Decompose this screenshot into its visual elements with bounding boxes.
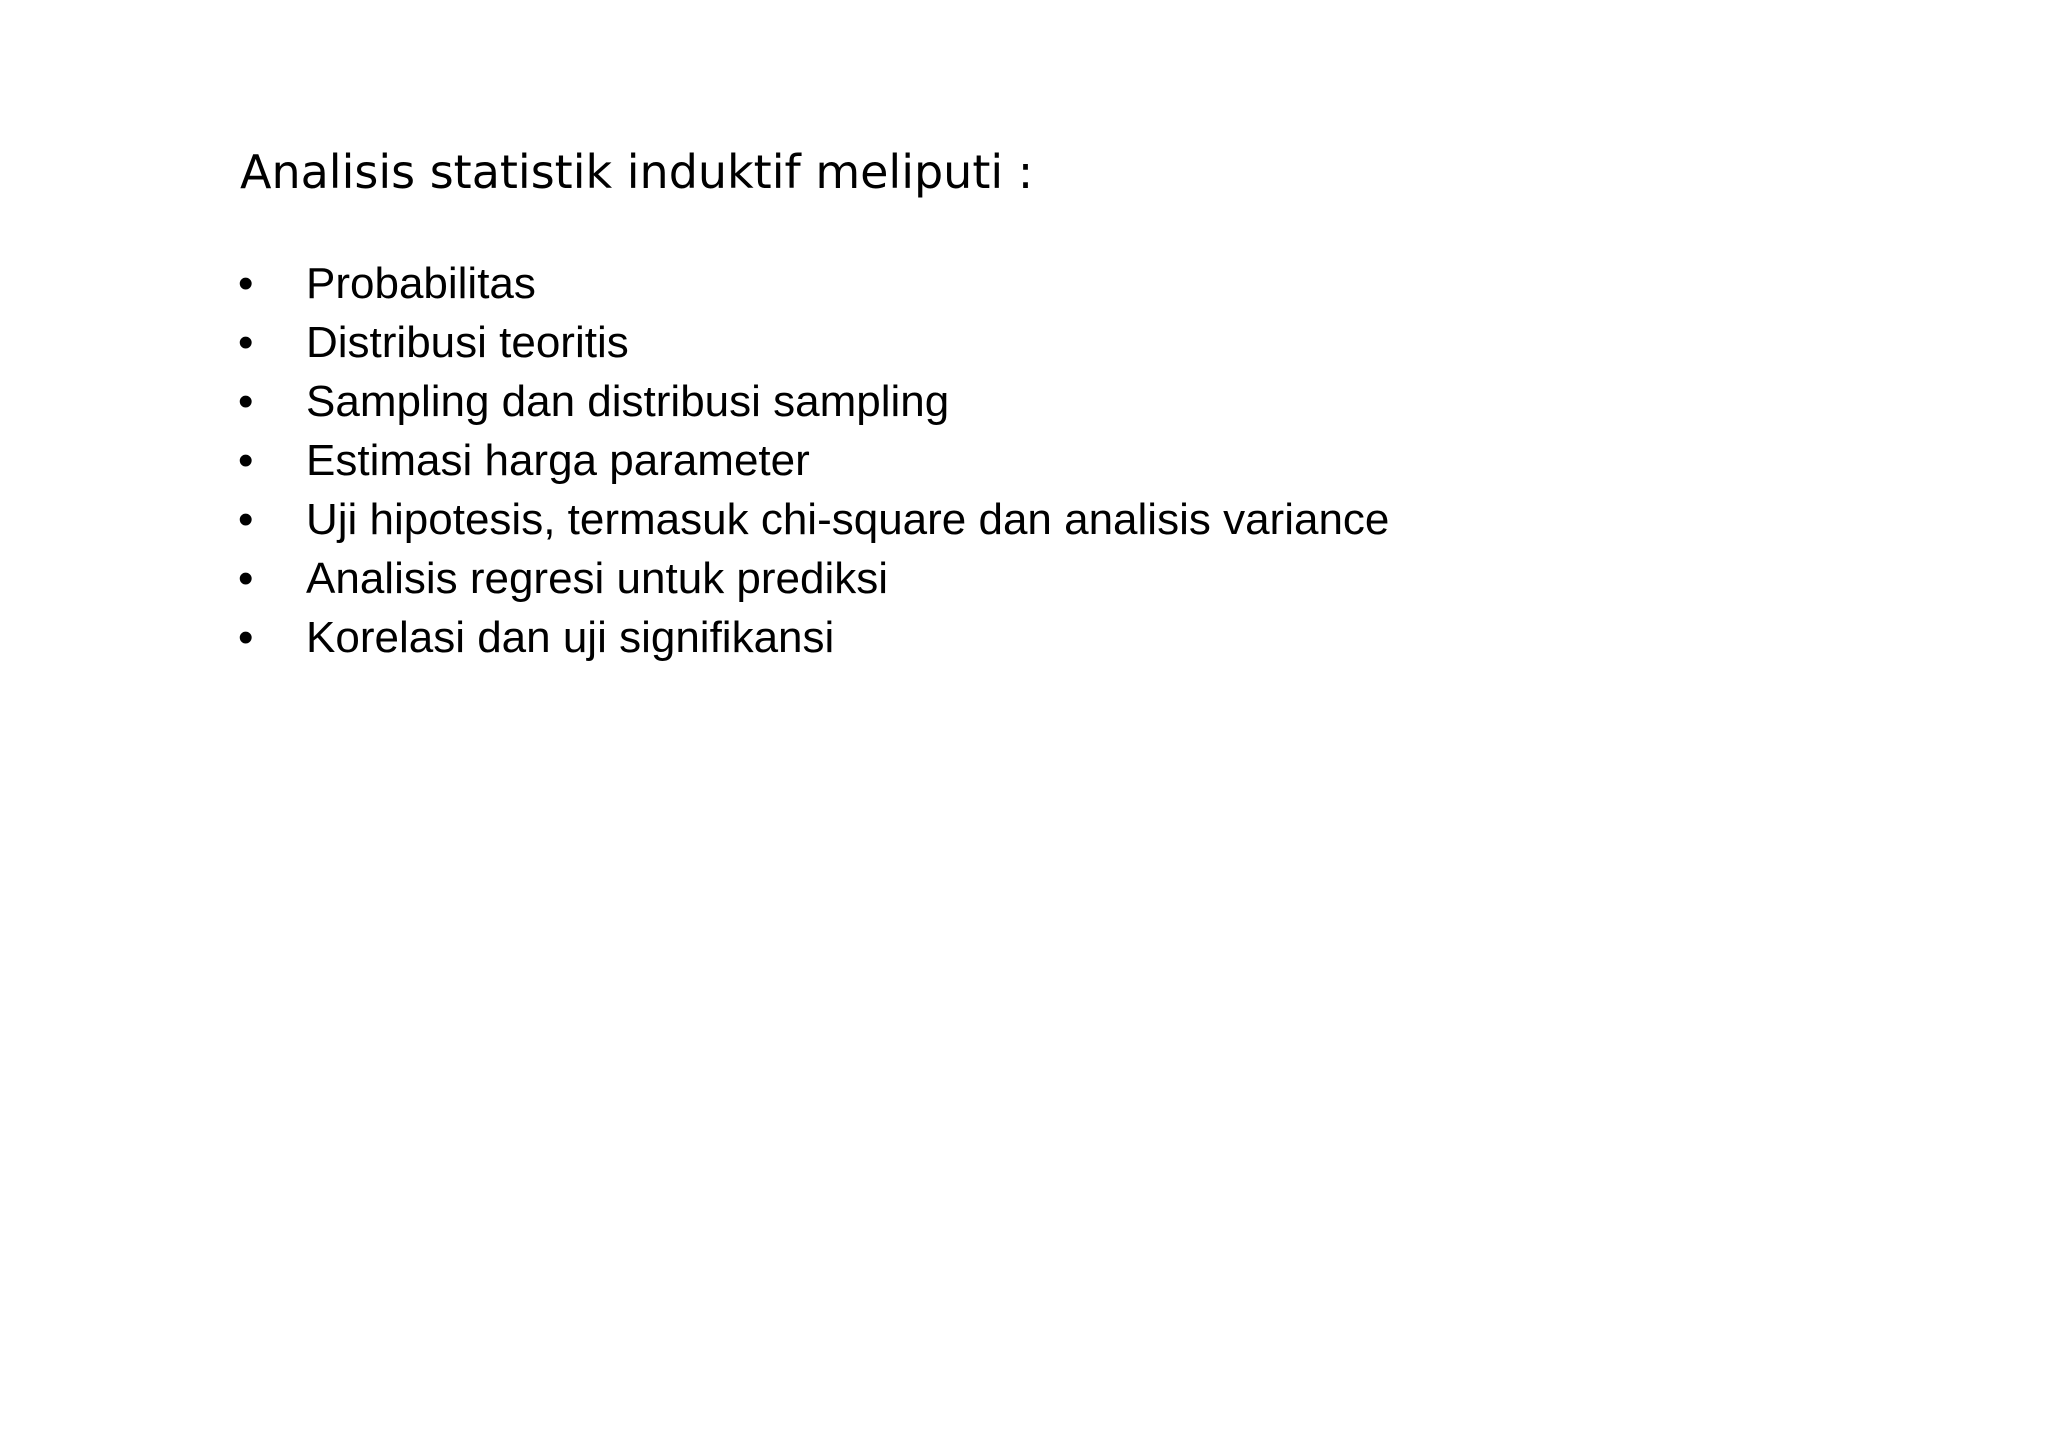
bullet-icon: • <box>238 436 254 485</box>
bullet-list <box>238 254 1389 667</box>
list-item <box>238 431 1389 490</box>
list-item-text: Korelasi dan uji signifikansi <box>306 613 835 662</box>
list-item <box>238 549 1389 608</box>
list-item-text: Uji hipotesis, termasuk chi-square dan analisis variance <box>306 495 1390 544</box>
bullet-icon: • <box>238 377 254 426</box>
list-item-text: Analisis regresi untuk prediksi <box>306 554 889 603</box>
list-item <box>238 608 1389 667</box>
list-item-text: Probabilitas <box>306 259 536 308</box>
list-item-text: Sampling dan distribusi sampling <box>306 377 950 426</box>
list-item <box>238 313 1389 372</box>
bullet-icon: • <box>238 495 254 544</box>
slide-title: Analisis statistik induktif meliputi : <box>240 145 1034 199</box>
list-item <box>238 372 1389 431</box>
bullet-icon: • <box>238 613 254 662</box>
bullet-icon: • <box>238 554 254 603</box>
bullet-icon: • <box>238 318 254 367</box>
list-item-text: Estimasi harga parameter <box>306 436 810 485</box>
list-item <box>238 490 1389 549</box>
list-item-text: Distribusi teoritis <box>306 318 629 367</box>
list-item <box>238 254 1389 313</box>
bullet-icon: • <box>238 259 254 308</box>
